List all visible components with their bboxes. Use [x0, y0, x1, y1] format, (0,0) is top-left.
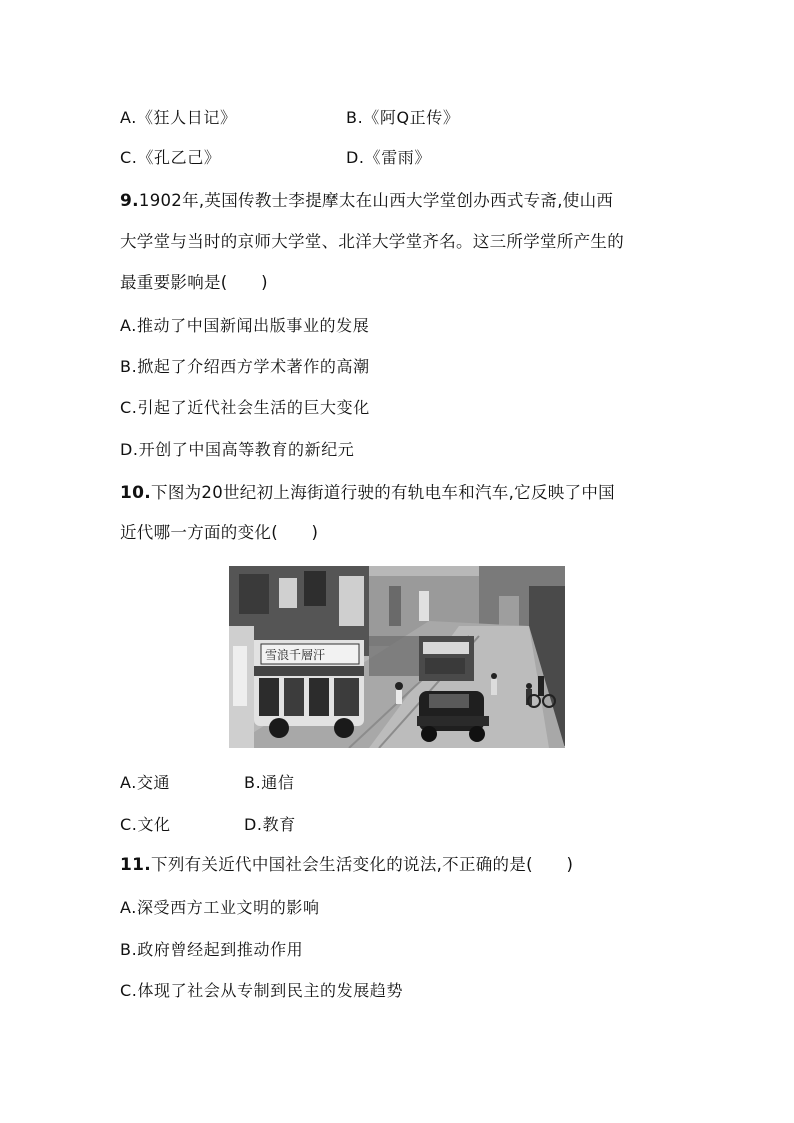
q9-option-c: C.引起了近代社会生活的巨大变化 — [120, 398, 370, 417]
q9-number: 9. — [120, 191, 139, 211]
tram-sign-text: 雪浪千層汗 — [265, 648, 326, 662]
q11-text-1: 下列有关近代中国社会生活变化的说法,不正确的是( ) — [151, 855, 574, 874]
q10-number: 10. — [120, 483, 152, 503]
q10-option-c: C.文化 — [120, 815, 171, 834]
q10-option-a: A.交通 — [120, 773, 171, 792]
q9-text-2: 大学堂与当时的京师大学堂、北洋大学堂齐名。这三所学堂所产生的 — [120, 232, 624, 251]
q10-text-2: 近代哪一方面的变化( ) — [120, 523, 319, 542]
q9-text-1: 1902年,英国传教士李提摩太在山西大学堂创办西式专斋,使山西 — [138, 191, 614, 210]
q11-line-1 — [120, 855, 573, 875]
q9-option-a: A.推动了中国新闻出版事业的发展 — [120, 316, 370, 335]
shanghai-street-photo — [229, 566, 565, 748]
q10-option-b: B.通信 — [244, 773, 295, 792]
prev-option-d: D.《雷雨》 — [346, 148, 432, 167]
q10-text-1: 下图为20世纪初上海街道行驶的有轨电车和汽车,它反映了中国 — [151, 483, 615, 502]
q9-line-1 — [120, 191, 613, 211]
q11-option-b: B.政府曾经起到推动作用 — [120, 940, 304, 959]
q11-option-c: C.体现了社会从专制到民主的发展趋势 — [120, 981, 404, 1000]
prev-option-c: C.《孔乙己》 — [120, 148, 221, 167]
q11-number: 11. — [120, 855, 152, 875]
q11-option-a: A.深受西方工业文明的影响 — [120, 898, 320, 917]
prev-option-a: A.《狂人日记》 — [120, 108, 237, 127]
q9-text-3: 最重要影响是( ) — [120, 273, 268, 292]
q10-line-1 — [120, 483, 615, 503]
q10-option-d: D.教育 — [244, 815, 296, 834]
q9-option-d: D.开创了中国高等教育的新纪元 — [120, 440, 355, 459]
q9-option-b: B.掀起了介绍西方学术著作的高潮 — [120, 357, 370, 376]
prev-option-b: B.《阿Q正传》 — [346, 108, 460, 127]
